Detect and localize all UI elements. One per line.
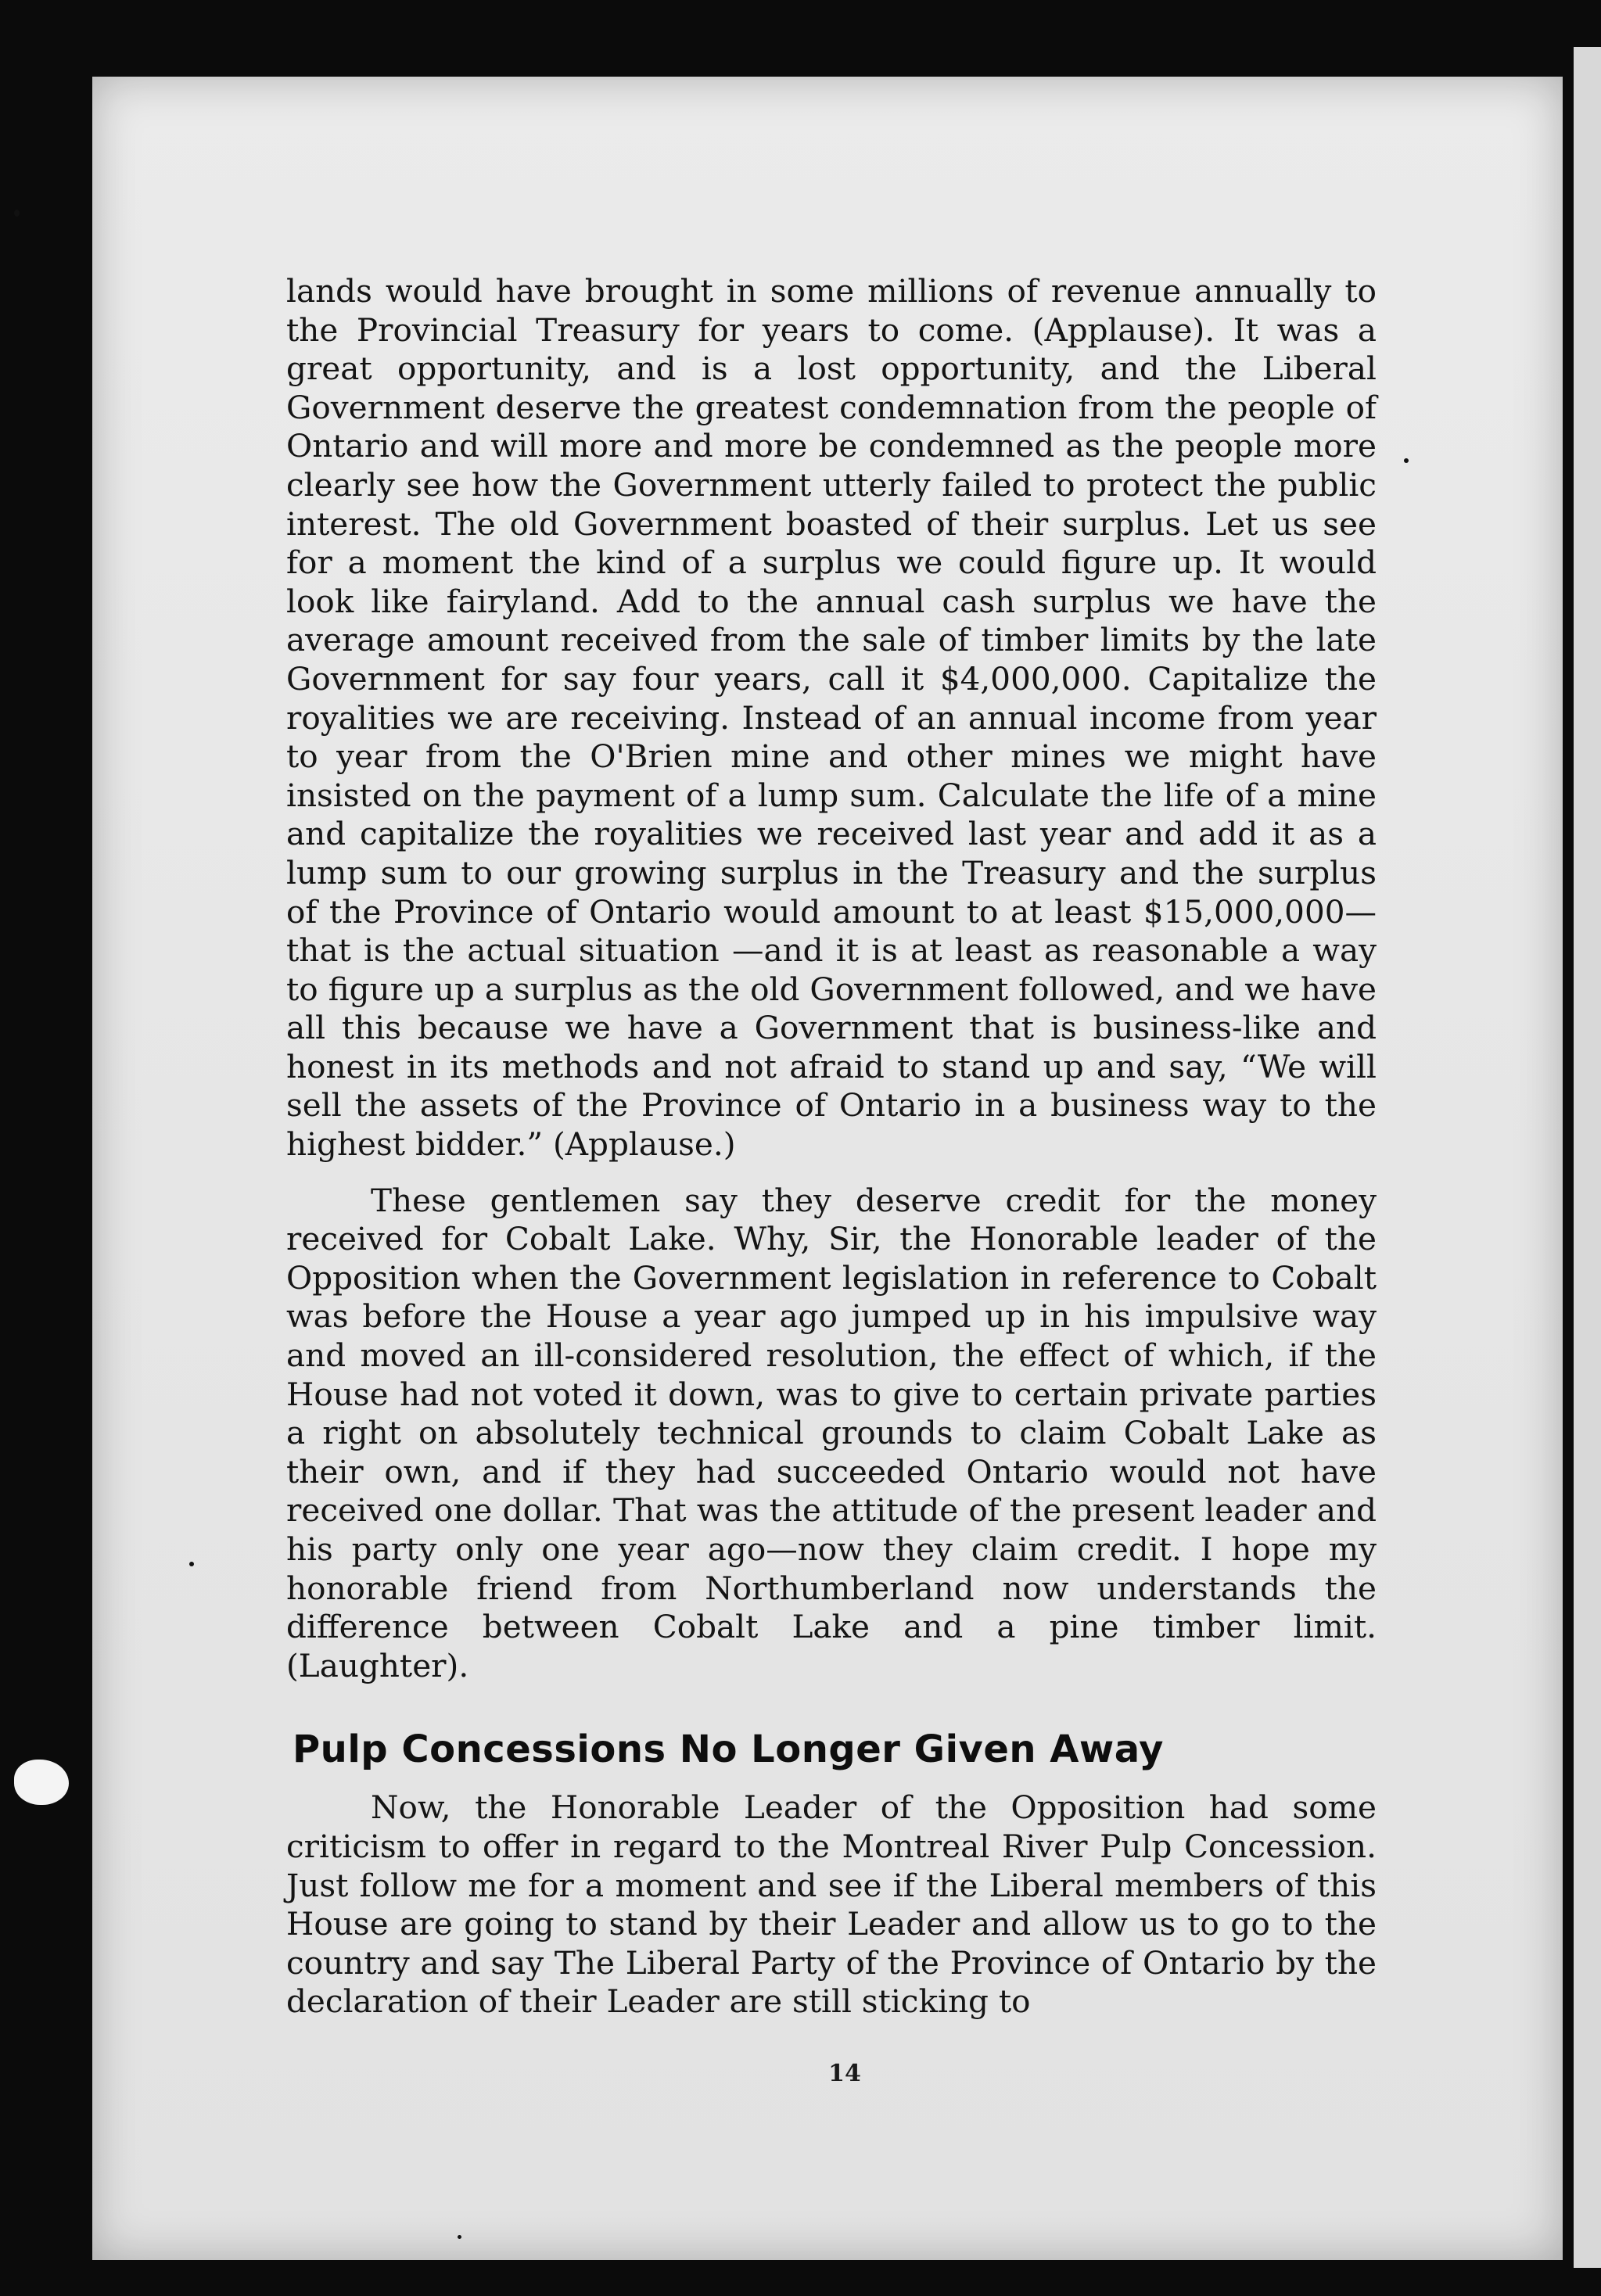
scan-speck bbox=[458, 2235, 461, 2239]
scan-speck bbox=[1404, 458, 1409, 463]
adjacent-page-edge bbox=[1574, 47, 1601, 2268]
page-number: 14 bbox=[828, 2060, 861, 2087]
paragraph-2: These gentlemen say they deserve credit for the money received for Cobalt Lake. Why, Sir, the Honorable leader of the Opposition when the Government legislation in reference to Cobalt was before the House a year ago jumped up in his impulsive way and moved an ill-considered resolution, the effect of which, if the House had not voted it down, was to give to certain private parties a right on absolutely technical grounds to claim Cobalt Lake as their own, and if they had succeeded Ontario would not have received one dollar. That was the attitude of the present leader and his party only one year ago—now they claim credit. I hope my honorable friend from Northumberland now understands the difference between Cobalt Lake and a pine timber limit. (Laughter). bbox=[286, 1181, 1377, 1684]
section-heading: Pulp Concessions No Longer Given Away bbox=[293, 1727, 1164, 1772]
scan-speck bbox=[189, 1562, 194, 1566]
scan-speck bbox=[14, 210, 20, 217]
paragraph-1: lands would have brought in some millions of revenue annually to the Provincial Treasury for years to come. (Applause). It was a great opportunity, and is a lost opportunity, and the Liberal Government deserve the greatest condemnation from the people of Ontario and will more and more be condemned as the people more clearly see how the Government utterly failed to protect the public interest. The old Government boasted of their surplus. Let us see for a moment the kind of a surplus we could figure up. It would look like fairyland. Add to the annual cash surplus we have the average amount received from the sale of timber limits by the late Government for say four years, call it $4,000,000. Capitalize the royalities we are receiving. Instead of an annual income from year to year from the O'Brien mine and other mines we might have insisted on the payment of a lump sum. Calculate the life of a mine and capitalize the royalities we received last year and add it as a lump sum to our growing surplus in the Treasury and the surplus of the Province of Ontario would amount to at least $15,000,000—that is the actual situation —and it is at least as reasonable a way to figure up a surplus as the old Government followed, and we have all this because we have a Government that is business-like and honest in its methods and not afraid to stand up and say, “We will sell the assets of the Province of Ontario in a business way to the highest bidder.” (Applause.) bbox=[286, 272, 1377, 1164]
paragraph-3: Now, the Honorable Leader of the Opposition had some criticism to offer in regard to the Montreal River Pulp Concession. Just follow me for a moment and see if the Liberal members of this House are going to stand by their Leader and allow us to go to the country and say The Liberal Party of the Province of Ontario by the declaration of their Leader are still sticking to bbox=[286, 1788, 1377, 2021]
scan-blot-mark bbox=[14, 1760, 69, 1805]
page-body bbox=[286, 272, 1377, 2022]
